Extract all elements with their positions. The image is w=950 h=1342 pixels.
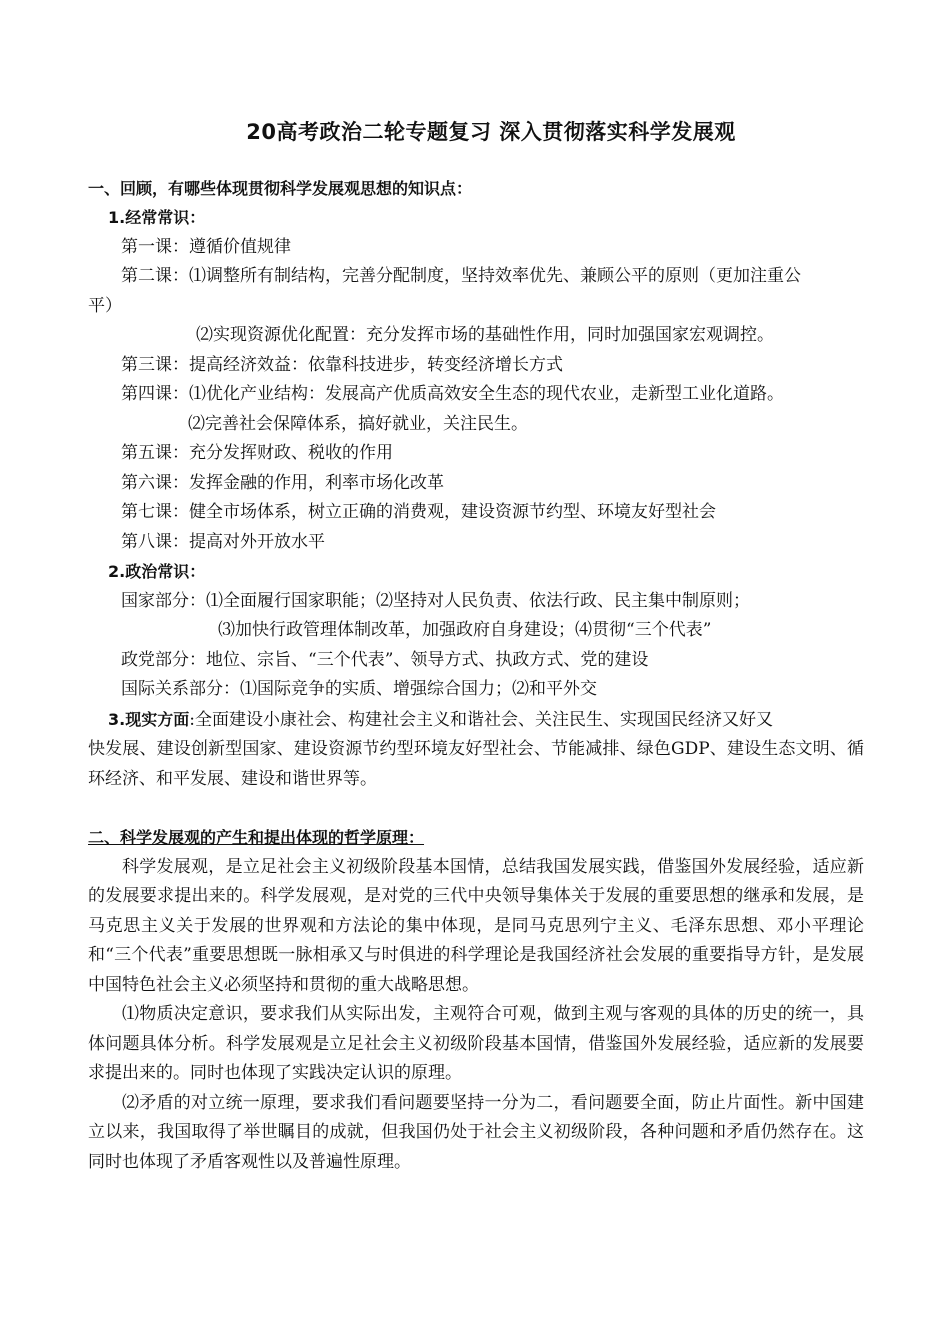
reality-heading: 3.现实方面 [108, 709, 190, 729]
econ-lesson-4b: ⑵完善社会保障体系，搞好就业，关注民生。 [188, 413, 528, 434]
document-title: 20高考政治二轮专题复习 深入贯彻落实科学发展观 [246, 120, 736, 144]
econ-lesson-8: 第八课：提高对外开放水平 [121, 531, 325, 552]
econ-lesson-2a: 第二课：⑴调整所有制结构，完善分配制度，坚持效率优先、兼顾公平的原则（更加注重公 [121, 266, 801, 286]
econ-lesson-3: 第三课：提高经济效益：依靠科技进步，转变经济增长方式 [121, 354, 563, 375]
econ-lesson-5: 第五课：充分发挥财政、税收的作用 [121, 443, 393, 463]
section-2-paragraph-1: 科学发展观，是立足社会主义初级阶段基本国情，总结我国发展实践，借鉴国外发展经验，适应新的发展要求提出来的。科学发展观，是对党的三代中央领导集体关于发展的重要思想的继承和发展，是马克思主义关于发展的世界观和方法论的集中体现，是同马克思列宁主义、毛泽东思想、邓小平理论和“三个代表”重要思想既一脉相承又与时俱进的科学理论是我国经济社会发展的重要指导方针，是发展中国特色社会主义必须坚持和贯彻的重大战略思想。 [88, 856, 864, 995]
econ-lesson-2c: ⑵实现资源优化配置：充分发挥市场的基础性作用，同时加强国家宏观调控。 [196, 325, 774, 345]
section-2-paragraph-2: ⑴物质决定意识，要求我们从实际出发，主观符合可观，做到主观与客观的具体的历史的统一，具体问题具体分析。科学发展观是立足社会主义初级阶段基本国情，借鉴国外发展经验，适应新的发展要求提出来的。同时也体现了实践决定认识的原理。 [88, 1004, 864, 1083]
politics-party: 政党部分：地位、宗旨、“三个代表”、领导方式、执政方式、党的建设 [121, 649, 649, 670]
econ-lesson-2b: 平） [88, 295, 122, 316]
politics-state-2: ⑶加快行政管理体制改革，加强政府自身建设；⑷贯彻“三个代表” [218, 620, 712, 640]
section-gap [88, 794, 864, 823]
document-page [88, 118, 864, 1177]
econ-lesson-1: 第一课：遵循价值规律 [121, 236, 291, 257]
section-2-heading: 二、科学发展观的产生和提出体现的哲学原理： [88, 828, 425, 847]
econ-lesson-7: 第七课：健全市场体系，树立正确的消费观，建设资源节约型、环境友好型社会 [121, 502, 716, 522]
politics-heading: 2.政治常识： [108, 562, 206, 581]
econ-lesson-6: 第六课：发挥金融的作用，利率市场化改革 [121, 472, 444, 493]
section-2-paragraph-3: ⑵矛盾的对立统一原理，要求我们看问题要坚持一分为二，看问题要全面，防止片面性。新中国建立以来，我国取得了举世瞩目的成就，但我国仍处于社会主义初级阶段，各种问题和矛盾仍然存在。这同时也体现了矛盾客观性以及普遍性原理。 [88, 1092, 864, 1172]
politics-international: 国际关系部分：⑴国际竞争的实质、增强综合国力；⑵和平外交 [121, 679, 597, 699]
section-1-heading: 一、回顾，有哪些体现贯彻科学发展观思想的知识点： [88, 178, 473, 198]
reality-text-first: :全面建设小康社会、构建社会主义和谐社会、关注民生、实现国民经济又好又 [189, 709, 773, 730]
reality-text-rest: 快发展、建设创新型国家、建设资源节约型环境友好型社会、节能减排、绿色GDP、建设生态文明、循环经济、和平发展、建设和谐世界等。 [88, 739, 864, 789]
politics-state-1: 国家部分：⑴全面履行国家职能；⑵坚持对人民负责、依法行政、民主集中制原则； [121, 590, 750, 611]
reality-first-line [88, 705, 864, 736]
econ-heading: 1.经常常识： [108, 208, 206, 227]
econ-lesson-4a: 第四课：⑴优化产业结构：发展高产优质高效安全生态的现代农业，走新型工业化道路。 [121, 384, 784, 404]
